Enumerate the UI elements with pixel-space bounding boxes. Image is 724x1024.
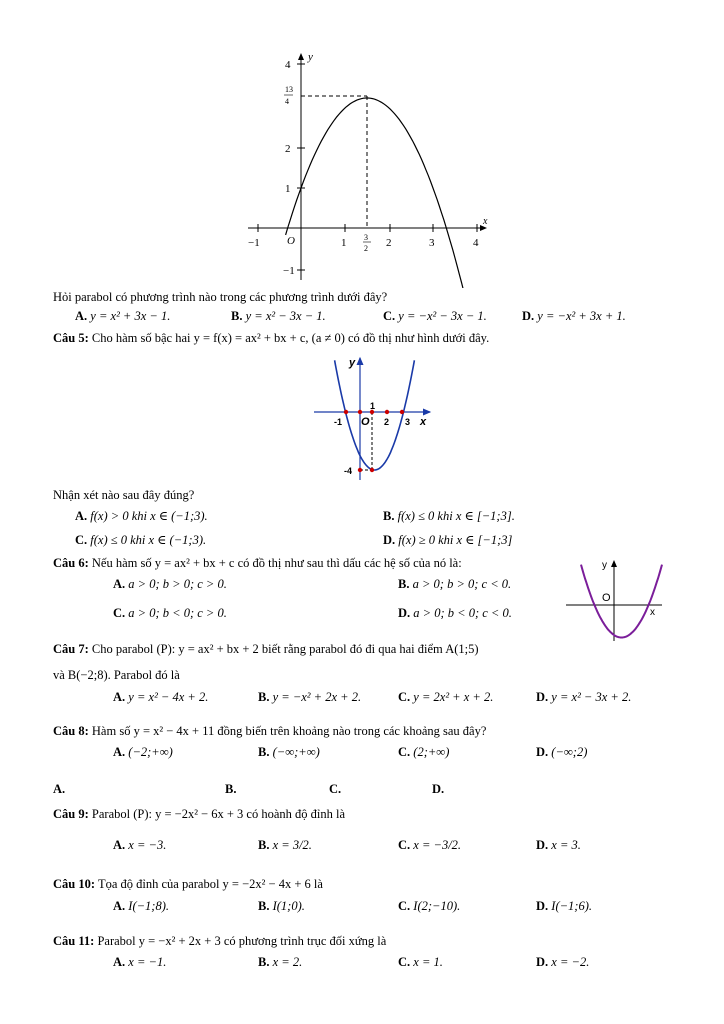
x-tick-3: 3: [429, 237, 435, 249]
svg-text:3: 3: [364, 233, 368, 242]
q6-option-c[interactable]: C. a > 0; b < 0; c > 0.: [113, 606, 227, 620]
q8-option-a[interactable]: A. (−2;+∞): [113, 745, 173, 759]
q6-option-a[interactable]: A. a > 0; b > 0; c > 0.: [113, 577, 227, 591]
q11-option-a[interactable]: A. x = −1.: [113, 955, 167, 969]
blank-label-d: D.: [432, 782, 445, 796]
q9-option-d[interactable]: D. x = 3.: [536, 838, 581, 852]
svg-text:x: x: [650, 607, 655, 618]
q7-option-d[interactable]: D. y = x² − 3x + 2.: [536, 690, 632, 704]
q10-stem: Câu 10: Tọa độ đỉnh của parabol y = −2x² − 4x + 6 là: [53, 877, 323, 891]
svg-text:1: 1: [370, 401, 376, 411]
y-tick-minus1: −1: [283, 265, 295, 277]
q8-stem: Câu 8: Hàm số y = x² − 4x + 11 đồng biến trên khoảng nào trong các khoảng sau đây?: [53, 724, 487, 738]
blank-label-b: B.: [225, 782, 237, 796]
y-tick-4: 4: [285, 59, 291, 71]
q7-option-b[interactable]: B. y = −x² + 2x + 2.: [258, 690, 362, 704]
q11-option-b[interactable]: B. x = 2.: [258, 955, 303, 969]
q8-option-c[interactable]: C. (2;+∞): [398, 745, 450, 759]
q5-option-d[interactable]: D. f(x) ≥ 0 khi x ∈ [−1;3]: [383, 533, 513, 547]
q9-stem: Câu 9: Parabol (P): y = −2x² − 6x + 3 có hoành độ đỉnh là: [53, 807, 346, 821]
svg-text:-4: -4: [344, 466, 353, 476]
svg-text:3: 3: [405, 417, 411, 427]
q5-option-b[interactable]: B. f(x) ≤ 0 khi x ∈ [−1;3].: [383, 509, 515, 523]
q7-stem-line2: và B(−2;8). Parabol đó là: [53, 668, 180, 682]
svg-text:2: 2: [384, 417, 390, 427]
q6-option-d[interactable]: D. a > 0; b < 0; c < 0.: [398, 606, 512, 620]
y-tick-2: 2: [285, 143, 291, 155]
q6-option-b[interactable]: B. a > 0; b > 0; c < 0.: [398, 577, 512, 591]
x-tick-minus1: −1: [248, 237, 260, 249]
q9-option-c[interactable]: C. x = −3/2.: [398, 838, 462, 852]
parabola-curve: [286, 98, 464, 288]
q7-option-a[interactable]: A. y = x² − 4x + 2.: [113, 690, 209, 704]
x-axis-label: x: [483, 216, 488, 227]
q6-stem: Câu 6: Nếu hàm số y = ax² + bx + c có đồ thị như sau thì dấu các hệ số của nó là:: [53, 556, 462, 570]
q4-option-d[interactable]: D. y = −x² + 3x + 1.: [522, 309, 626, 323]
blank-label-a: A.: [53, 782, 66, 796]
svg-text:-1: -1: [334, 417, 343, 427]
q5-prompt: Nhận xét nào sau đây đúng?: [53, 488, 195, 502]
svg-text:y: y: [602, 560, 607, 571]
origin-label: O: [287, 235, 295, 247]
y-tick-13-4: 13 4: [285, 85, 293, 106]
q10-option-d[interactable]: D. I(−1;6).: [536, 899, 592, 913]
q8-option-d[interactable]: D. (−∞;2): [536, 745, 588, 759]
q5-option-a[interactable]: A. f(x) > 0 khi x ∈ (−1;3).: [75, 509, 208, 523]
q10-option-a[interactable]: A. I(−1;8).: [113, 899, 169, 913]
q5-stem: Câu 5: Cho hàm số bậc hai y = f(x) = ax² + bx + c, (a ≠ 0) có đồ thị như hình dưới đây.: [53, 331, 490, 345]
q4-question: Hỏi parabol có phương trình nào trong các phương trình dưới đây?: [53, 290, 388, 304]
q9-option-b[interactable]: B. x = 3/2.: [258, 838, 312, 852]
svg-text:2: 2: [364, 244, 368, 253]
svg-text:x: x: [420, 416, 427, 428]
parabol-graph-3: [562, 555, 672, 645]
parabol-graph-2: [310, 352, 440, 484]
svg-text:y: y: [349, 357, 356, 369]
svg-text:O: O: [361, 416, 370, 428]
q11-stem: Câu 11: Parabol y = −x² + 2x + 3 có phương trình trục đối xứng là: [53, 934, 387, 948]
q9-option-a[interactable]: A. x = −3.: [113, 838, 167, 852]
q5-option-c[interactable]: C. f(x) ≤ 0 khi x ∈ (−1;3).: [75, 533, 207, 547]
y-axis-label: y: [308, 51, 313, 63]
q4-option-b[interactable]: B. y = x² − 3x − 1.: [231, 309, 326, 323]
q11-option-d[interactable]: D. x = −2.: [536, 955, 590, 969]
parabol-graph-1: [240, 48, 500, 288]
q10-option-b[interactable]: B. I(1;0).: [258, 899, 305, 913]
x-tick-1: 1: [341, 237, 347, 249]
x-tick-4: 4: [473, 237, 479, 249]
q4-option-c[interactable]: C. y = −x² − 3x − 1.: [383, 309, 487, 323]
svg-text:O: O: [602, 592, 611, 604]
y-tick-1: 1: [285, 183, 291, 195]
x-tick-2: 2: [386, 237, 392, 249]
q7-option-c[interactable]: C. y = 2x² + x + 2.: [398, 690, 494, 704]
q8-option-b[interactable]: B. (−∞;+∞): [258, 745, 320, 759]
blank-label-c: C.: [329, 782, 342, 796]
q11-option-c[interactable]: C. x = 1.: [398, 955, 443, 969]
q4-option-a[interactable]: A. y = x² + 3x − 1.: [75, 309, 171, 323]
q10-option-c[interactable]: C. I(2;−10).: [398, 899, 461, 913]
q7-stem-line1: Câu 7: Cho parabol (P): y = ax² + bx + 2 biết rằng parabol đó đi qua hai điểm A(1;5): [53, 642, 479, 656]
